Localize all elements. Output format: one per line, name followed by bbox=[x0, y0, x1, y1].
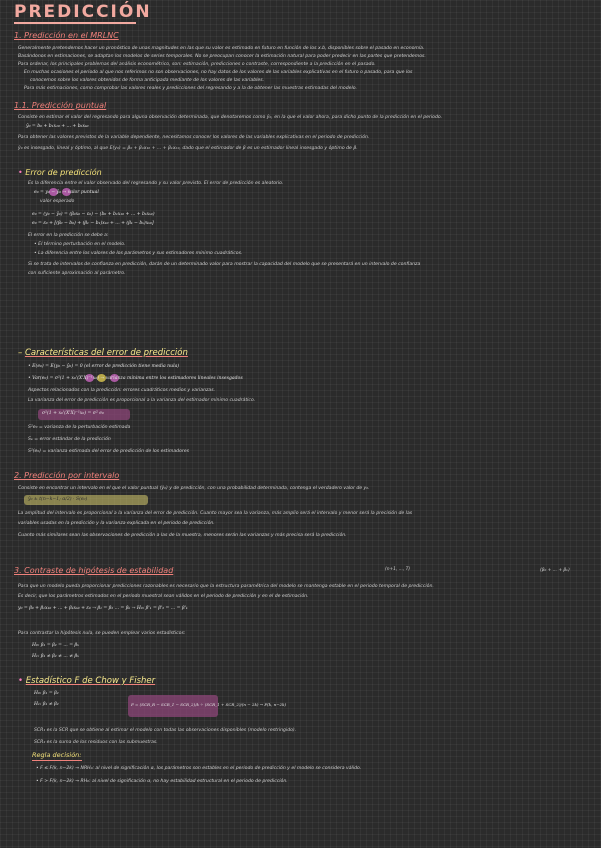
sec3-note: (n+1, ..., T) bbox=[385, 567, 411, 572]
dash-icon: – bbox=[18, 348, 23, 358]
error-line: Es la diferencia entre el valor observado del regresando y su valor previsto. El error de predicción es aleatorio. bbox=[28, 181, 284, 186]
sec3-formula: H₀: β₁ = β₂ = ... = βₖ bbox=[32, 643, 79, 648]
sec11-line: ŷ₀ es insesgado, lineal y óptimo, al que E(y₀) = β₀ + β₁x₁₀ + ... + βₖxₖ₀, dado que el estimador de β es un estimador lineal insesgado y óptimo de β. bbox=[18, 146, 358, 151]
error-heading bbox=[18, 168, 102, 177]
chow-heading-text: Estadístico F de Chow y Fisher bbox=[25, 676, 156, 686]
error-heading-text: Error de predicción bbox=[25, 168, 102, 177]
bullet-icon: • bbox=[18, 168, 23, 177]
caract-formula: σ²(1 + x₀'(X'X)⁻¹x₀) = σ² e₀ bbox=[42, 411, 104, 416]
error-line: valor esperado bbox=[40, 199, 75, 204]
regla-line: • F > F(k, n−2k) → RH₀: al nivel de significación α, no hay estabilidad estructural en el periodo de predicción. bbox=[36, 779, 288, 784]
bullet-icon: • bbox=[18, 676, 24, 686]
chow-line: SCR₁ es la SCR que se obtiene al estimar el modelo con todas las observaciones disponibles (modelo restringido). bbox=[34, 728, 297, 733]
sec3-line: Para que un modelo pueda proporcionar predicciones razonables es necesario que la estructura paramétrica del modelo se mantenga estable en el periodo temporal de predicción. bbox=[18, 584, 434, 589]
regla-underline bbox=[32, 760, 82, 761]
page-title: PREDICCIÓN bbox=[14, 2, 152, 22]
sec2-line: La amplitud del intervalo es proporcional a la varianza del error de predicción. Cuanto mayor sea la varianza, más amplio será el intervalo y menor será la precisión de las bbox=[18, 511, 413, 516]
caract-line: La varianza del error de predicción es proporcional a la varianza del estimador mínimo cuadrático. bbox=[28, 398, 256, 403]
error-line: El error en la predicción se debe a: bbox=[28, 233, 109, 238]
sec11-formula: ŷ₀ = b₀ + b₁x₁₀ + ... + bₖxₖ₀ bbox=[26, 124, 89, 129]
sec3-line: Es decir, que los parámetros estimados en el periodo muestral sean válidos en el periodo de predicción y en el de estimación. bbox=[18, 594, 309, 599]
sec3-formula: y₀ = β₀ + β₁x₁₀ + ... + βₖxₖ₀ + ε₀ → β₁ = β₂ ... = βₖ → H₀: β'₁ = β'₂ = ... = β'ₖ bbox=[18, 606, 188, 611]
caract-line: Aspectos relacionados con la predicción: errores cuadráticos medios y varianzas. bbox=[28, 388, 216, 393]
caract-line: S²e₀ = varianza de la perturbación estimada bbox=[28, 425, 131, 430]
caract-heading-text: Características del error de predicción bbox=[24, 348, 188, 358]
sec3-note: (β₀ + ... + βₖ) bbox=[540, 568, 570, 573]
chow-formula: H₀: β₁ = β₂ bbox=[34, 691, 59, 696]
sec1-line: conocemos sobre los valores obtenidos de forma anticipada mediante de los valores de las variables. bbox=[30, 78, 265, 83]
sec1-line: En muchas ocasiones el periodo al que nos referimos no son observaciones, no hay datos de los valores de las variables explicativas en el futuro o pasado, para que los bbox=[24, 70, 413, 75]
caract-line: S²(e₀) = varianza estimada del error de predicción de los estimadores bbox=[28, 449, 190, 454]
section-2-heading: 2. Predicción por intervalo bbox=[14, 471, 120, 480]
caract-line: • Var(e₀) = σ²(1 + x₀'(X'X)⁻¹x₀) → varianza mínima entre los estimadores lineales insesgados bbox=[28, 376, 243, 381]
section-3-heading: 3. Contraste de hipótesis de estabilidad bbox=[14, 566, 174, 575]
error-formula: e₀ = ε₀ + [(β₀ − b₀) + (β₁ − b₁)x₁₀ + ... + (βₖ − bₖ)xₖ₀] bbox=[32, 221, 154, 226]
error-formula: e₀ = (y₀ − ŷ₀) = (β₀x₀ − ε₀) − (b₀ + b₁x₁₀ + ... + bₖxₖ₀) bbox=[32, 212, 155, 217]
chow-formula: H₁: β₁ ≠ β₂ bbox=[34, 702, 59, 707]
title-underline bbox=[14, 22, 136, 24]
sec2-line: variables usadas en la predicción y la varianza explicada en el periodo de predicción. bbox=[18, 521, 215, 526]
chow-formula: F = (SCR_R − SCR_1 − SCR_2)/k ÷ (SCR_1 + SCR_2)/(n − 2k) → F(k, n−2k) bbox=[131, 702, 287, 707]
error-formula: e₀ = y₀ − ŷ₀ → valor puntual bbox=[34, 190, 99, 195]
sec11-line: Consiste en estimar el valor del regresando para alguna observación determinada, que denotaremos como ŷ₀, en la que el valor ahora, para dicho punto de la predicción en el periodo. bbox=[18, 115, 443, 120]
chow-line: SCR₂ es la suma de los residuos con las submuestras. bbox=[34, 740, 158, 745]
sec2-formula: ŷ₀ ± t(n−k−1; α/2) · S(e₀) bbox=[28, 497, 88, 502]
regla-line: • F ≤ F(k, n−2k) → NRH₀: al nivel de significación α, los parámetros son estables en el periodo de predicción y el modelo se considera válido. bbox=[36, 766, 362, 771]
section-1-1-heading: 1.1. Predicción puntual bbox=[14, 101, 107, 110]
caract-line: • E(e₀) = E(y₀ − ŷ₀) = 0 (el error de predicción tiene media nula) bbox=[28, 364, 180, 369]
section-1-heading: 1. Predicción en el MRLNC bbox=[14, 31, 119, 40]
sec1-line: Generalmente pretendemos hacer un pronóstico de unas magnitudes en las que su valor es estimado en futuro en función de los x.b, disponibles sobre el pasado en economía. bbox=[18, 46, 425, 51]
chow-heading bbox=[18, 676, 155, 686]
sec3-line: Para contrastar la hipótesis nula, se pueden emplear varios estadísticos: bbox=[18, 631, 186, 636]
sec1-line: Para más estimaciones, como comprobar las valores reales y predicciones del regresando y a la de obtener las muestras estimadas del modelo. bbox=[24, 86, 357, 91]
regla-heading: Regla decisión: bbox=[32, 751, 82, 759]
error-line: con suficiente aproximación al parámetro. bbox=[28, 271, 126, 276]
error-line: • La diferencia entre los valores de los parámetros y sus estimadores mínimo cuadráticos. bbox=[34, 251, 243, 256]
sec1-line: Para ordenar, los principales problemas del análisis econométrico, son: estimación, predicciones o contraste, correspondiente a la predicción en el pasado. bbox=[18, 62, 376, 67]
caract-heading bbox=[18, 348, 188, 358]
sec11-line: Para obtener las valores previstos de la variable dependiente, necesitamos conocer los valores de las variables explicativas en el periodo de predicción. bbox=[18, 135, 370, 140]
error-line: • El término perturbación en el modelo. bbox=[34, 242, 126, 247]
sec3-formula: H₁: β₁ ≠ β₂ ≠ ... ≠ βₖ bbox=[32, 654, 79, 659]
caract-line: Sₑ = error estándar de la predicción bbox=[28, 437, 111, 442]
error-line: Si se trata de intervalos de confianza en predicción, darán de un determinado valor para mostrar la capacidad del modelo que se presentará en un intervalo de confianza bbox=[28, 262, 421, 267]
sec2-line: Consiste en encontrar un intervalo en el que el valor puntual (ŷ₀) y de predicción, con una probabilidad determinada, contenga el verdadero valor de y₀. bbox=[18, 486, 370, 491]
sec1-line: Basándonos en estimaciones, se adaptan los modelos de series temporales. No se preocupan conocer la estimación natural para poder predecir en las partes que pretendemos. bbox=[18, 54, 426, 59]
sec2-line: Cuanto más similares sean las observaciones de predicción a las de la muestra, menores serán las varianzas y más precisa será la predicción. bbox=[18, 533, 347, 538]
